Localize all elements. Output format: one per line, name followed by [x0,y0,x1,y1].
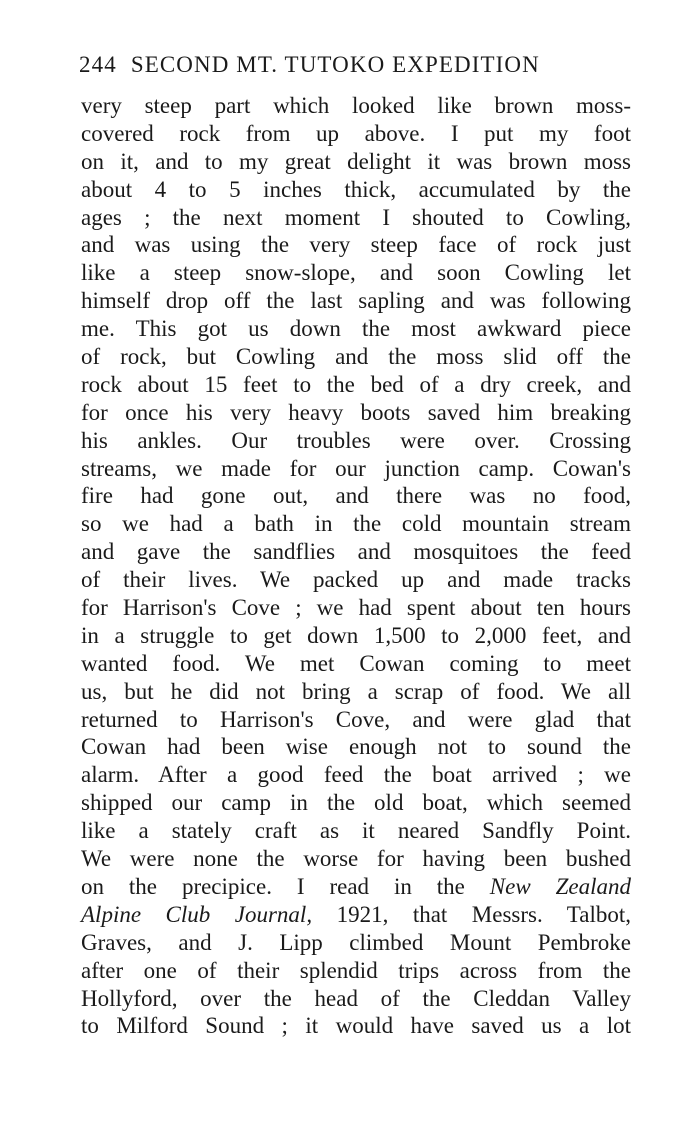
body-text [81,92,631,1040]
text-line: rock about 15 feet to the bed of a dry creek, and [81,371,631,397]
text-line: covered rock from up above. I put my foot [81,120,631,146]
text-line: alarm. After a good feed the boat arrived ; we [81,762,631,788]
text-line-with-citation [81,873,631,901]
journal-title-part2: Alpine Club Journal, [81,901,313,927]
text-line-with-citation [81,901,631,929]
text-line: his ankles. Our troubles were over. Crossing [81,427,631,453]
text-line: streams, we made for our junction camp. Cowan's [81,455,631,481]
text-line: after one of their splendid trips across from the [81,957,631,983]
text-fragment: on the precipice. I read in the [81,873,465,899]
text-line: Graves, and J. Lipp climbed Mount Pembroke [81,929,631,955]
page-number: 244 [79,52,117,77]
text-line: so we had a bath in the cold mountain stream [81,511,631,537]
text-fragment: 1921, that Messrs. Talbot, [312,901,631,927]
text-line: fire had gone out, and there was no food, [81,483,631,509]
running-head [79,52,631,86]
text-line: to Milford Sound ; it would have saved us a lot [81,1013,631,1039]
text-line: and was using the very steep face of rock just [81,232,631,258]
text-line: of their lives. We packed up and made tracks [81,567,631,593]
text-line: himself drop off the last sapling and was following [81,288,631,314]
text-line: and gave the sandflies and mosquitoes the feed [81,539,631,565]
text-line: me. This got us down the most awkward piece [81,316,631,342]
text-line: returned to Harrison's Cove, and were glad that [81,706,631,732]
text-line: ages ; the next moment I shouted to Cowling, [81,204,631,230]
text-line: very steep part which looked like brown moss- [81,93,631,118]
text-line: on it, and to my great delight it was brown moss [81,148,631,174]
text-line: wanted food. We met Cowan coming to meet [81,650,631,676]
text-line: Hollyford, over the head of the Cleddan Valley [81,985,631,1011]
text-line: of rock, but Cowling and the moss slid off the [81,344,631,370]
text-line: like a steep snow-slope, and soon Cowling let [81,260,631,286]
text-line: in a struggle to get down 1,500 to 2,000 feet, and [81,622,631,648]
text-line: We were none the worse for having been bushed [81,846,631,872]
text-line: for once his very heavy boots saved him breaking [81,399,631,425]
journal-title-part1: New Zealand [489,873,631,899]
text-line: like a stately craft as it neared Sandfly Point. [81,818,631,844]
text-line: about 4 to 5 inches thick, accumulated by the [81,176,631,202]
text-line: for Harrison's Cove ; we had spent about ten hours [81,595,631,621]
text-line: Cowan had been wise enough not to sound the [81,734,631,760]
text-line: us, but he did not bring a scrap of food. We all [81,678,631,704]
text-line: shipped our camp in the old boat, which seemed [81,790,631,816]
running-title: SECOND MT. TUTOKO EXPEDITION [130,52,540,77]
